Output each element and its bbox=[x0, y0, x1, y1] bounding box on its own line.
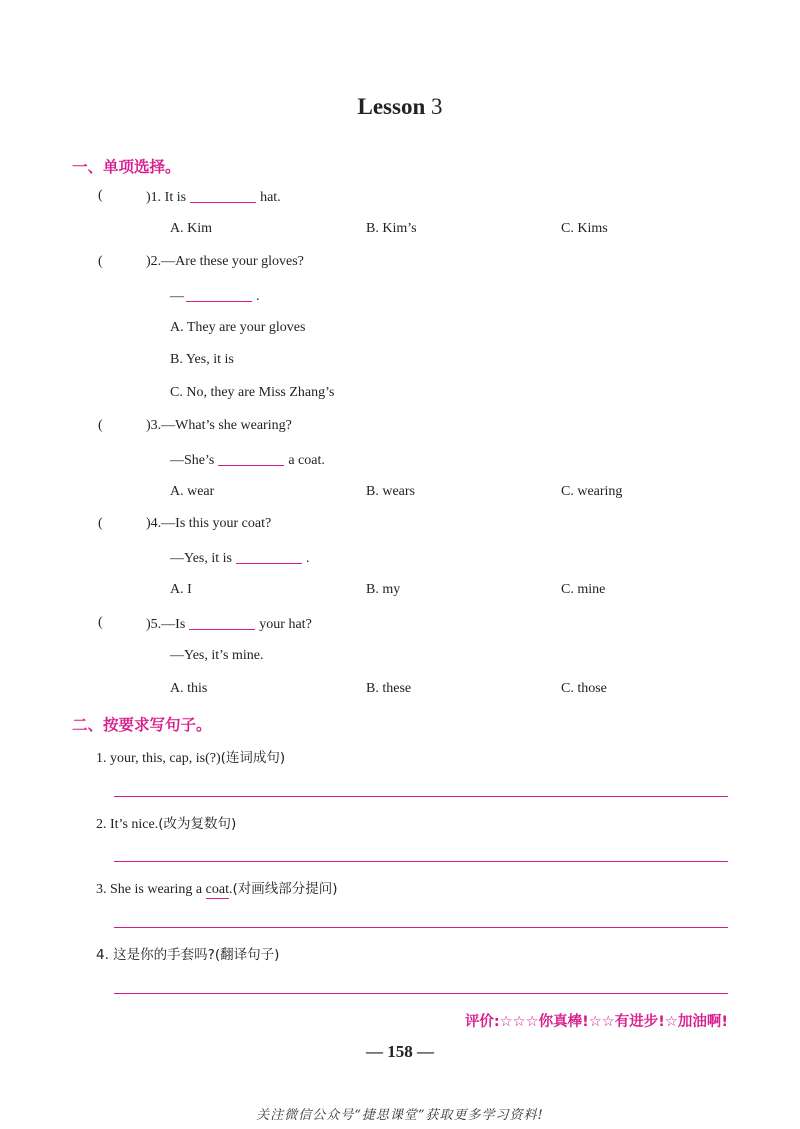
section1-heading: 一、单项选择。 bbox=[72, 158, 181, 176]
option-b[interactable]: B. my bbox=[366, 582, 401, 597]
writing-line-3[interactable] bbox=[114, 927, 728, 928]
writing-line-1[interactable] bbox=[114, 796, 728, 797]
writing-line-4[interactable] bbox=[114, 993, 728, 994]
underlined-word: coat bbox=[205, 882, 229, 897]
footer-note: 关注微信公众号“捷思课堂”获取更多学习资料! bbox=[256, 1108, 544, 1123]
task-hint: (改为复数句) bbox=[158, 816, 237, 832]
question-text: —Is bbox=[161, 617, 186, 632]
question-text: —Yes, it is bbox=[170, 551, 232, 566]
sentence-task-2 bbox=[96, 812, 236, 833]
task-hint: (连词成句) bbox=[220, 750, 286, 766]
answer-paren-close: ) bbox=[146, 617, 151, 632]
question-text: —She’s bbox=[170, 453, 215, 468]
question-5 bbox=[146, 615, 312, 633]
question-number: 5. bbox=[150, 617, 162, 632]
answer-paren-open: ( bbox=[98, 188, 103, 203]
question-text-post: hat. bbox=[260, 190, 281, 205]
period: . bbox=[306, 551, 310, 566]
page-title bbox=[0, 94, 800, 120]
option-a[interactable]: A. They are your gloves bbox=[170, 320, 306, 335]
answer-blank[interactable] bbox=[236, 549, 302, 564]
question-text: It is bbox=[164, 190, 187, 205]
question-text-post: a coat. bbox=[288, 453, 325, 468]
question-number: 1. bbox=[150, 190, 162, 205]
sentence-task-3 bbox=[96, 877, 338, 898]
answer-blank[interactable] bbox=[218, 451, 284, 466]
option-b[interactable]: B. these bbox=[366, 681, 412, 696]
task-hint: (翻译句子) bbox=[214, 947, 280, 963]
dash: — bbox=[170, 289, 184, 304]
period: . bbox=[228, 882, 233, 897]
question-line2: —Yes, it’s mine. bbox=[170, 648, 264, 663]
sentence-task-1 bbox=[96, 746, 285, 767]
writing-line-2[interactable] bbox=[114, 861, 728, 862]
question-text: —What’s she wearing? bbox=[161, 418, 292, 433]
answer-paren-close: ) bbox=[146, 190, 151, 205]
answer-blank[interactable] bbox=[186, 287, 252, 302]
question-number: 2. bbox=[150, 254, 162, 269]
lesson-number: 3 bbox=[431, 94, 443, 119]
option-c[interactable]: C. Kims bbox=[561, 221, 608, 236]
option-c[interactable]: C. mine bbox=[561, 582, 606, 597]
section2-heading: 二、按要求写句子。 bbox=[72, 716, 212, 734]
answer-paren-open: ( bbox=[98, 615, 103, 630]
sentence-task-4 bbox=[96, 943, 279, 963]
option-b[interactable]: B. Kim’s bbox=[366, 221, 417, 236]
answer-paren-close: ) bbox=[146, 254, 151, 269]
task-hint: (对画线部分提问) bbox=[232, 881, 338, 897]
period: . bbox=[256, 289, 260, 304]
answer-blank[interactable] bbox=[189, 615, 255, 630]
sentence-text: 3. She is wearing a bbox=[96, 882, 203, 897]
option-b[interactable]: B. Yes, it is bbox=[170, 352, 234, 367]
sentence-text: 1. your, this, cap, is(?) bbox=[96, 751, 221, 766]
answer-blank[interactable] bbox=[190, 188, 256, 203]
option-a[interactable]: A. Kim bbox=[170, 221, 212, 236]
sentence-text: 4. 这是你的手套吗? bbox=[96, 947, 215, 963]
question-text-post: your hat? bbox=[259, 617, 312, 632]
answer-paren-open: ( bbox=[98, 254, 103, 269]
option-a[interactable]: A. I bbox=[170, 582, 192, 597]
question-1 bbox=[146, 188, 281, 206]
answer-line bbox=[170, 287, 260, 305]
question-2 bbox=[146, 254, 304, 270]
question-number: 3. bbox=[150, 418, 162, 433]
answer-paren-open: ( bbox=[98, 418, 103, 433]
question-4 bbox=[146, 516, 271, 532]
sentence-text: 2. It’s nice. bbox=[96, 817, 159, 832]
answer-line bbox=[170, 451, 325, 469]
option-b[interactable]: B. wears bbox=[366, 484, 415, 499]
page-number: — 158 — bbox=[366, 1042, 434, 1061]
question-text: —Is this your coat? bbox=[161, 516, 272, 531]
option-c[interactable]: C. No, they are Miss Zhang’s bbox=[170, 385, 335, 400]
question-text: —Are these your gloves? bbox=[161, 254, 304, 269]
question-3 bbox=[146, 418, 292, 434]
lesson-word: Lesson bbox=[357, 94, 426, 119]
answer-paren-close: ) bbox=[146, 516, 151, 531]
option-c[interactable]: C. those bbox=[561, 681, 607, 696]
evaluation-stars: 评价:☆☆☆你真棒!☆☆有进步!☆加油啊! bbox=[464, 1014, 728, 1030]
answer-paren-open: ( bbox=[98, 516, 103, 531]
answer-line bbox=[170, 549, 310, 567]
answer-paren-close: ) bbox=[146, 418, 151, 433]
option-a[interactable]: A. wear bbox=[170, 484, 215, 499]
option-a[interactable]: A. this bbox=[170, 681, 208, 696]
option-c[interactable]: C. wearing bbox=[561, 484, 623, 499]
question-number: 4. bbox=[150, 516, 162, 531]
